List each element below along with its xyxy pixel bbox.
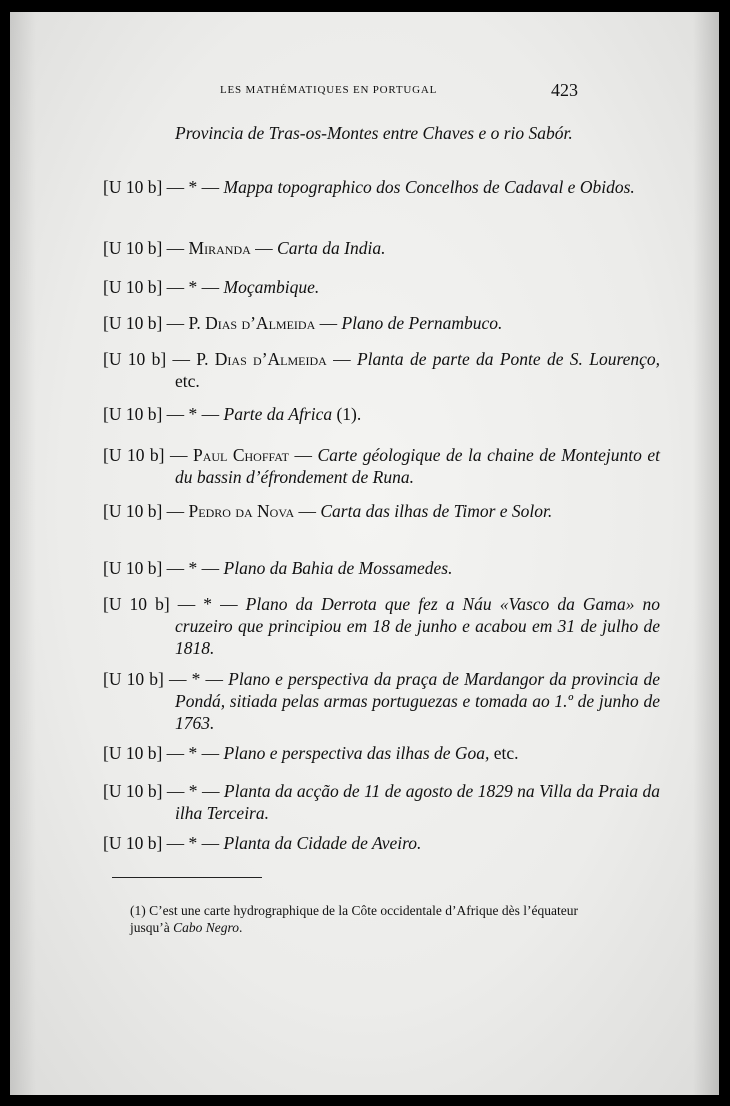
entry-shelfmark: [U 10 b]	[103, 445, 165, 465]
entry-shelfmark: [U 10 b]	[103, 277, 163, 297]
catalog-entry	[103, 312, 660, 334]
entry-shelfmark: [U 10 b]	[103, 177, 163, 197]
entry-separator: —	[162, 313, 189, 333]
entry-separator: — * —	[162, 558, 224, 578]
entry-author: P. Dias d’Almeida	[196, 349, 327, 369]
scanned-page	[10, 12, 719, 1095]
entry-author: Paul Choffat	[192, 445, 289, 465]
catalog-entry	[103, 403, 660, 425]
entry-title: Planta da Cidade de Aveiro.	[223, 833, 422, 853]
entry-separator: —	[162, 238, 189, 258]
footnote	[130, 902, 588, 936]
catalog-entry	[103, 557, 660, 579]
entry-shelfmark: [U 10 b]	[103, 594, 170, 614]
entry-title: Plano de Pernambuco.	[341, 313, 503, 333]
footnote-italic: Cabo Negro	[173, 920, 240, 935]
entry-shelfmark: [U 10 b]	[103, 349, 167, 369]
entry-separator: —	[250, 238, 278, 258]
catalog-entry	[103, 668, 660, 734]
entry-separator: —	[315, 313, 342, 333]
entry-title: Planta da acção de 11 de agosto de 1829 na Villa da Praia da ilha Terceira.	[175, 781, 661, 823]
entry-separator: — * —	[162, 404, 224, 424]
entry-title: Carta das ilhas de Timor e Solor.	[320, 501, 553, 521]
footnote-text: C’est une carte hydrographique de la Côte occidentale d’Afrique dès l’équateur jusqu’à	[130, 903, 578, 935]
page-header	[10, 80, 719, 106]
entry-title: Plano da Derrota que fez a Náu «Vasco da Gama» no cruzeiro que principiou em 18 de junho e acabou em 31 de julho de 1818.	[175, 594, 661, 658]
entry-author: P. Dias d’Almeida	[188, 313, 316, 333]
entry-shelfmark: [U 10 b]	[103, 833, 163, 853]
entry-shelfmark: [U 10 b]	[103, 404, 163, 424]
entry-title: Moçambique.	[223, 277, 320, 297]
entry-tail: (1).	[332, 404, 362, 424]
catalog-entry	[103, 176, 660, 198]
page-body	[10, 12, 719, 1095]
footnote-end: .	[239, 920, 243, 935]
entry-tail: etc.	[489, 743, 519, 763]
entry-author: Pedro da Nova	[188, 501, 295, 521]
entry-separator: — * —	[162, 277, 224, 297]
entry-author: Miranda	[188, 238, 251, 258]
entry-separator: —	[164, 445, 193, 465]
entry-title: Mappa topographico dos Concelhos de Cadaval e Obidos.	[223, 177, 635, 197]
entry-shelfmark: [U 10 b]	[103, 781, 163, 801]
catalog-entry	[103, 832, 660, 854]
entry-title: Plano da Bahia de Mossamedes.	[223, 558, 453, 578]
entry-title: Carta da India.	[277, 238, 386, 258]
entry-separator: —	[294, 501, 321, 521]
entry-title: Planta de parte da Ponte de S. Lourenço,	[356, 349, 661, 369]
entry-title: Plano e perspectiva da praça de Mardangor da provincia de Pondá, sitiada pelas armas portuguezas e tomada ao 1.º de junho de 1763.	[175, 669, 660, 733]
page-number: 423	[551, 80, 578, 100]
catalog-entry	[103, 593, 660, 659]
entry-shelfmark: [U 10 b]	[103, 313, 163, 333]
catalog-entry	[103, 276, 660, 298]
entry-separator: —	[162, 501, 189, 521]
entry-separator: —	[166, 349, 197, 369]
entry-separator: —	[288, 445, 318, 465]
entry-separator: — * —	[162, 177, 224, 197]
catalog-entry	[103, 500, 660, 522]
entry-shelfmark: [U 10 b]	[103, 558, 163, 578]
catalog-entry	[103, 780, 660, 824]
catalog-entry	[103, 444, 660, 488]
entry-separator: — * —	[163, 669, 229, 689]
continuation-text: Provincia de Tras-os-Montes entre Chaves e o rio Sabór.	[175, 123, 573, 143]
entry-shelfmark: [U 10 b]	[103, 743, 163, 763]
entry-shelfmark: [U 10 b]	[103, 501, 163, 521]
catalog-entry	[103, 237, 660, 259]
entry-tail: etc.	[175, 371, 200, 391]
footnote-mark: (1)	[130, 903, 146, 918]
entry-title: Plano e perspectiva das ilhas de Goa,	[223, 743, 490, 763]
running-title: LES MATHÉMATIQUES EN PORTUGAL	[220, 84, 438, 96]
entry-separator: —	[326, 349, 357, 369]
footnote-rule	[112, 877, 262, 878]
entry-separator: — * —	[162, 743, 224, 763]
entry-shelfmark: [U 10 b]	[103, 669, 164, 689]
entry-shelfmark: [U 10 b]	[103, 238, 163, 258]
entry-separator: — * —	[162, 833, 224, 853]
entry-separator: — * —	[162, 781, 224, 801]
entry-title: Parte da Africa	[223, 404, 333, 424]
catalog-entry	[103, 742, 660, 764]
entry-title: Carte géologique de la chaine de Montejunto et du bassin d’éfrondement de Runa.	[175, 445, 661, 487]
entry-separator: — * —	[169, 594, 246, 614]
catalog-entry	[103, 348, 660, 392]
